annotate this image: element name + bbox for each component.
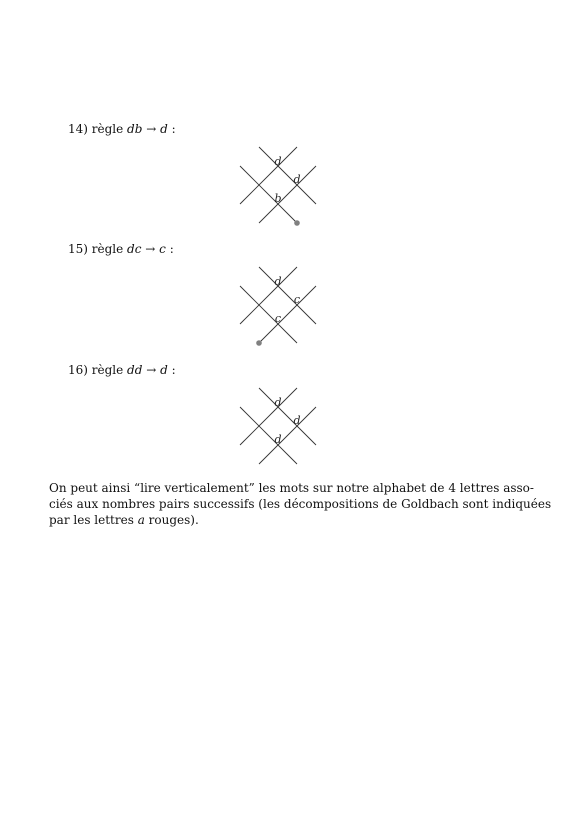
rule-number-label: 15) règle [68, 242, 128, 256]
rule-lhs: db [127, 122, 143, 136]
anti-diagonal-line [240, 286, 297, 343]
rule-rhs: d [160, 363, 168, 377]
rule-16-diagram [232, 387, 324, 473]
rule-rhs: c [159, 242, 166, 256]
arrow-symbol: → [145, 242, 156, 256]
right-letter-label: d [293, 173, 301, 186]
letter-a-italic: a [137, 513, 145, 527]
rule-colon: : [167, 122, 176, 136]
endpoint-dot [294, 220, 300, 226]
rule-number-label: 16) règle [68, 363, 128, 377]
paragraph-line: On peut ainsi “lire verticalement” les mots sur notre alphabet de 4 lettres asso- [49, 481, 534, 495]
bottom-letter-label: d [274, 433, 282, 446]
right-letter-label: d [293, 414, 301, 427]
rule-16-crossing-svg [232, 387, 324, 473]
rule-colon: : [167, 363, 176, 377]
rule-14-diagram [232, 146, 324, 232]
rule-lhs: dd [127, 363, 143, 377]
anti-diagonal-line [259, 267, 316, 324]
paragraph-line [49, 512, 519, 528]
closing-paragraph [49, 480, 552, 528]
rule-number-label: 14) règle [68, 122, 128, 136]
top-letter-label: d [274, 155, 282, 168]
rule-15-heading [68, 242, 174, 256]
anti-diagonal-line [240, 407, 297, 464]
arrow-symbol: → [146, 122, 157, 136]
top-letter-label: d [274, 275, 282, 288]
anti-diagonal-line [259, 388, 316, 445]
endpoint-dot [256, 340, 262, 346]
arrow-symbol: → [146, 363, 157, 377]
rule-15-crossing-svg [232, 266, 324, 352]
right-letter-label: c [293, 293, 301, 306]
bottom-letter-label: c [274, 312, 282, 325]
paragraph-text: par les lettres [49, 513, 138, 527]
rule-14-crossing-svg [232, 146, 324, 232]
rule-colon: : [165, 242, 174, 256]
rule-lhs: dc [127, 242, 142, 256]
rule-rhs: d [160, 122, 168, 136]
rule-15-diagram [232, 266, 324, 352]
top-letter-label: d [274, 396, 282, 409]
paragraph-text: rouges). [144, 513, 199, 527]
anti-diagonal-line [259, 147, 316, 204]
rule-16-heading [68, 363, 176, 377]
anti-diagonal-line [240, 166, 297, 223]
paragraph-line: ciés aux nombres pairs successifs (les décompositions de Goldbach sont indiquées [49, 497, 552, 511]
rule-14-heading [68, 122, 176, 136]
bottom-letter-label: b [274, 192, 282, 205]
